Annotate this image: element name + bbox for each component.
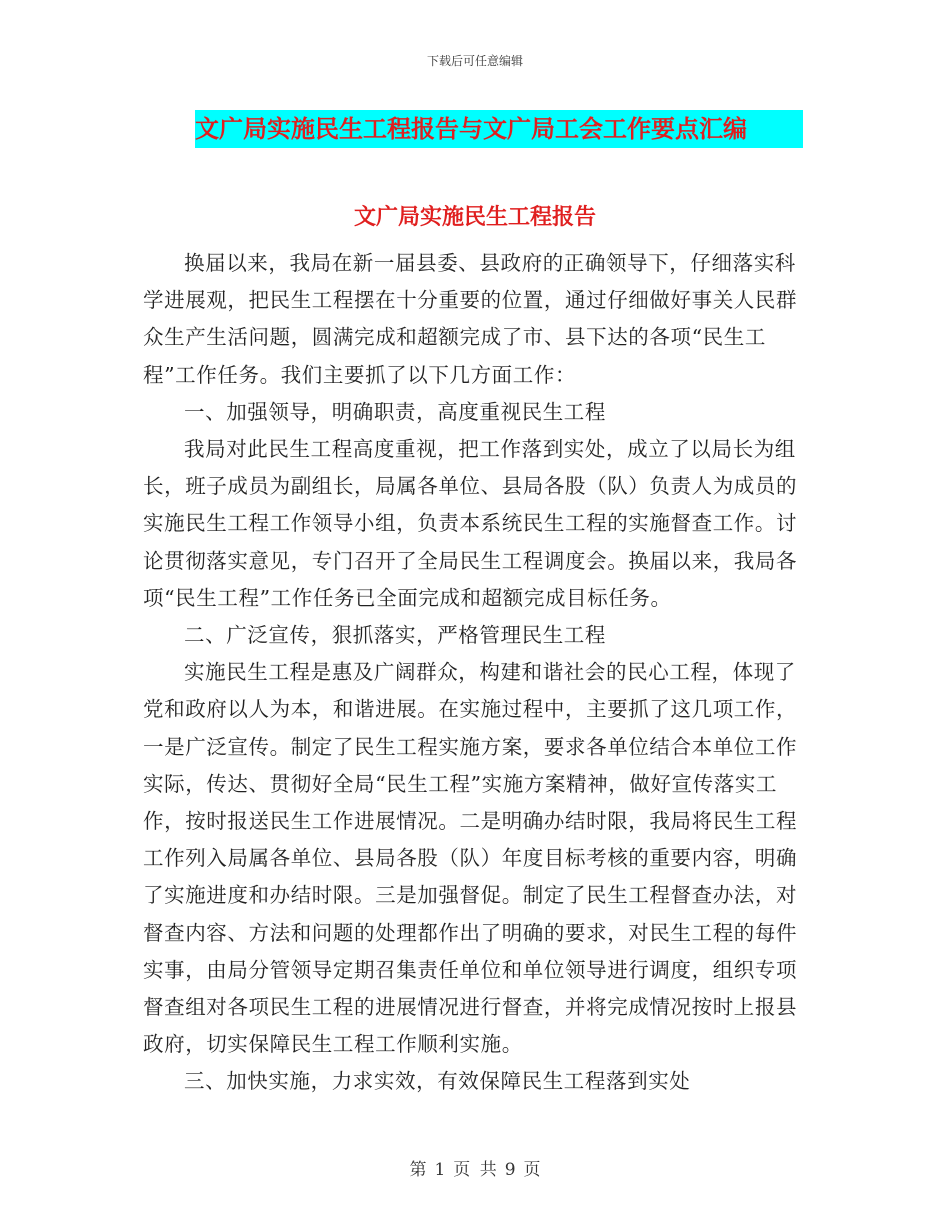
main-title-highlight xyxy=(195,110,803,148)
paragraph-one: 我局对此民生工程高度重视，把工作落到实处，成立了以局长为组长，班子成员为副组长，局属各单位、县局各股（队）负责人为成员的实施民生工程工作领导小组，负责本系统民生工程的实施督查工作。讨论贯彻落实意见，专门召开了全局民生工程调度会。换届以来，我局各项“民生工程”工作任务已全面完成和超额完成目标任务。 xyxy=(143,437,798,610)
footer-middle: 页 共 xyxy=(453,1160,497,1180)
paragraph-intro: 换届以来，我局在新一届县委、县政府的正确领导下，仔细落实科学进展观，把民生工程摆在十分重要的位置，通过仔细做好事关人民群众生产生活问题，圆满完成和超额完成了市、县下达的各项“民生工程”工作任务。我们主要抓了以下几方面工作： xyxy=(143,251,798,387)
page-footer xyxy=(0,1155,950,1180)
footer-page-number: 1 xyxy=(434,1160,446,1180)
heading-one: 一、加强领导，明确职责，高度重视民生工程 xyxy=(184,399,606,424)
page-header-note: 下载后可任意编辑 xyxy=(426,54,523,68)
heading-three: 三、加快实施，力求实效，有效保障民生工程落到实处 xyxy=(184,1069,691,1094)
body-text xyxy=(143,245,798,1101)
footer-prefix: 第 xyxy=(409,1160,427,1180)
heading-two: 二、广泛宣传，狠抓落实，严格管理民生工程 xyxy=(184,623,606,648)
footer-suffix: 页 xyxy=(523,1160,541,1180)
footer-total-pages: 9 xyxy=(504,1160,516,1180)
main-title: 文广局实施民生工程报告与文广局工会工作要点汇编 xyxy=(195,115,747,143)
paragraph-two: 实施民生工程是惠及广阔群众，构建和谐社会的民心工程，体现了党和政府以人为本，和谐进展。在实施过程中，主要抓了这几项工作，一是广泛宣传。制定了民生工程实施方案，要求各单位结合本单位工作实际，传达、贯彻好全局“民生工程”实施方案精神，做好宣传落实工作，按时报送民生工作进展情况。二是明确办结时限，我局将民生工程工作列入局属各单位、县局各股（队）年度目标考核的重要内容，明确了实施进度和办结时限。三是加强督促。制定了民生工程督查办法，对督查内容、方法和问题的处理都作出了明确的要求，对民生工程的每件实事，由局分管领导定期召集责任单位和单位领导进行调度，组织专项督查组对各项民生工程的进展情况进行督查，并将完成情况按时上报县政府，切实保障民生工程工作顺利实施。 xyxy=(143,660,798,1057)
section-title: 文广局实施民生工程报告 xyxy=(353,205,596,230)
